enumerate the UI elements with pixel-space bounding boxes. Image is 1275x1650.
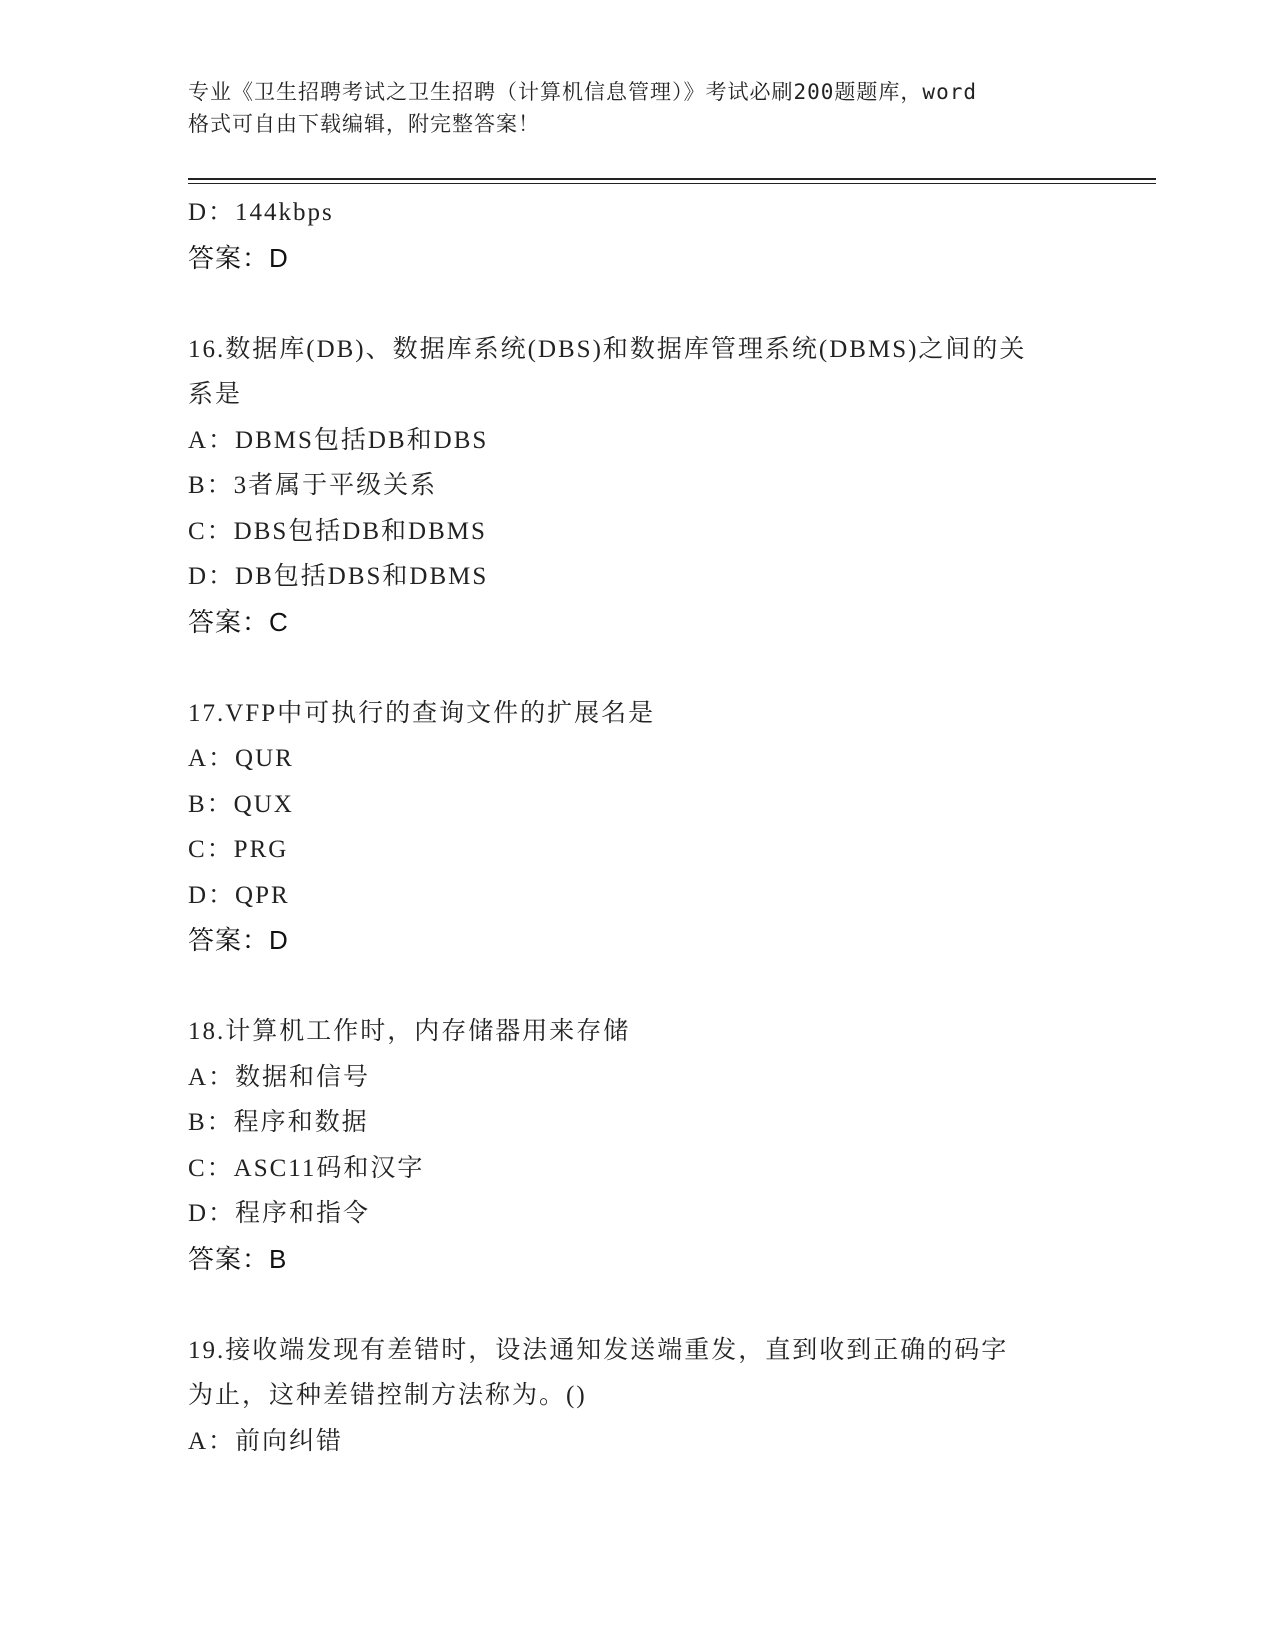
question-block-18 (188, 1009, 1088, 1282)
answer-line: 答案：D (188, 242, 289, 273)
option-a: A：数据和信号 (188, 1063, 371, 1091)
answer-line: 答案：B (188, 1243, 288, 1274)
header-line-1: 专业《卫生招聘考试之卫生招聘（计算机信息管理）》考试必刷200题题库，word (188, 80, 977, 104)
option-d: D：程序和指令 (188, 1200, 371, 1227)
option-c: C：DBS包括DB和DBMS (188, 517, 487, 545)
question-list (188, 190, 1088, 1464)
header-divider-thin (188, 183, 1156, 184)
question-stem-continued: 为止，这种差错控制方法称为。() (188, 1382, 587, 1409)
question-stem: 17.VFP中可执行的查询文件的扩展名是 (188, 699, 656, 727)
header-divider-thick (188, 178, 1156, 180)
option-a: A：DBMS包括DB和DBS (188, 426, 489, 454)
question-stem-continued: 系是 (188, 381, 243, 408)
question-block-15 (188, 190, 1088, 281)
question-stem: 16.数据库(DB)、数据库系统(DBS)和数据库管理系统(DBMS)之间的关 (188, 335, 1027, 363)
option-b: B：程序和数据 (188, 1109, 369, 1136)
spacer (188, 281, 1088, 327)
question-block-17 (188, 691, 1088, 964)
document-header (188, 76, 1088, 140)
option-b: B：QUX (188, 790, 294, 818)
option-a: A：前向纠错 (188, 1427, 344, 1455)
spacer (188, 645, 1088, 691)
answer-line: 答案：C (188, 606, 289, 637)
header-line-2: 格式可自由下载编辑，附完整答案！ (188, 112, 540, 136)
question-block-16 (188, 327, 1088, 646)
option-d: D：QPR (188, 881, 290, 909)
option-c: C：ASC11码和汉字 (188, 1154, 425, 1182)
option-c: C：PRG (188, 836, 289, 863)
spacer (188, 964, 1088, 1010)
question-block-19 (188, 1328, 1088, 1465)
option-a: A：QUR (188, 745, 294, 772)
question-stem: 18.计算机工作时，内存储器用来存储 (188, 1018, 631, 1045)
option-d: D：144kbps (188, 199, 334, 226)
question-stem: 19.接收端发现有差错时，设法通知发送端重发，直到收到正确的码字 (188, 1336, 1009, 1364)
option-d: D：DB包括DBS和DBMS (188, 563, 489, 590)
option-b: B：3者属于平级关系 (188, 472, 438, 499)
answer-line: 答案：D (188, 925, 289, 955)
spacer (188, 1282, 1088, 1328)
